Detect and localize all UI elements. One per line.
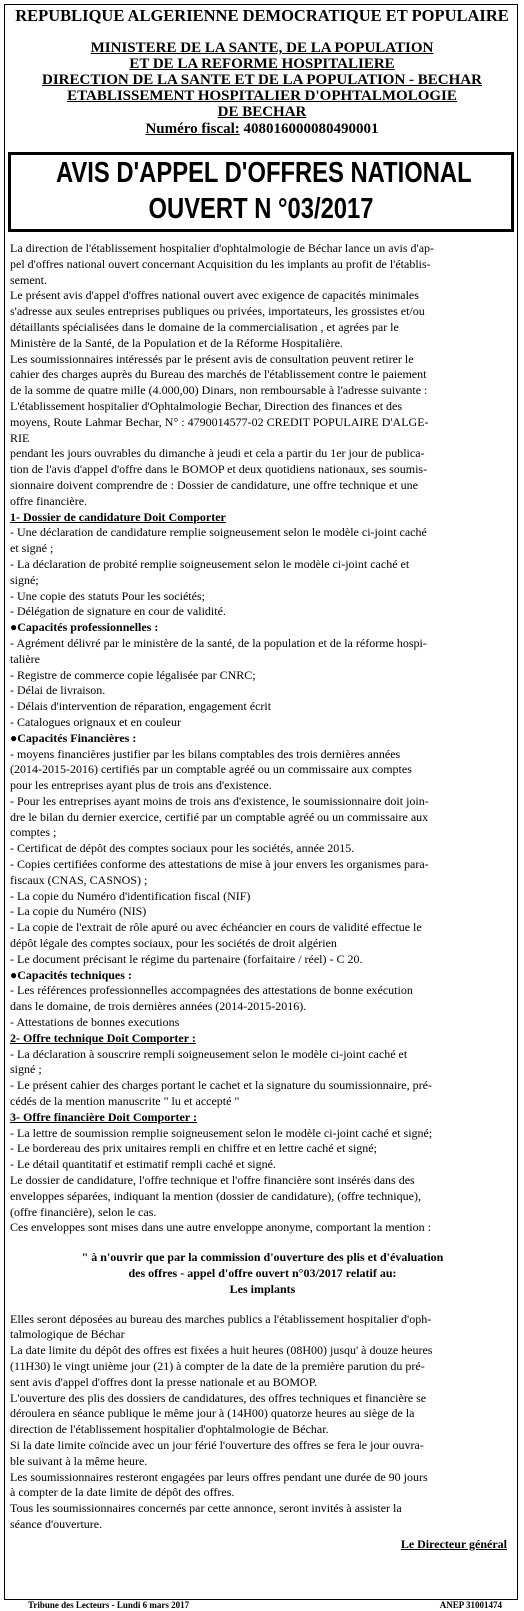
final-paragraphs [10,1312,515,1533]
list-item: dre le bilan du dernier exercice, certifié par un comptable agréé ou un commissaire aux [10,809,429,824]
list-item: - moyens financières justifier par les bilans comptables des trois dernières années [10,746,401,761]
list-item: dans le domaine, de trois dernières années (2014-2015-2016). [10,999,307,1014]
body-line: séance d'ouverture. [10,1516,103,1531]
list-item: dépôt légale des comptes sociaux, pour les sociétés de droit algérien [10,936,337,951]
list-item: - La lettre de soumission remplie soigneusement selon le modèle ci-joint caché et signé; [10,1125,433,1140]
list-item: talière [10,651,40,666]
list-item: - La déclaration à souscrire rempli soigneusement selon le modèle ci-joint caché et [10,1046,408,1061]
cap-tech-list [10,983,515,1030]
page-footer [8,1600,516,1611]
body-line: pendant les jours ouvrables du dimanche à jeudi et cela a partir du 1er jour de publica- [10,446,425,461]
list-item: - Attestations de bonnes executions [10,1015,180,1030]
body-line: Ministère de la Santé, de la Population et de la Réforme Hospitalière. [10,335,343,350]
list-item: - Le document précisant le régime du partenaire (forfaitaire / réel) - C 20. [10,951,363,966]
notice-title-line2: OUVERT N °03/2017 [148,193,374,225]
fiscal-label: Numéro fiscal: [145,121,240,137]
list-item: - Une copie des statuts Pour les sociétés; [10,588,205,603]
section-1-list [10,525,515,620]
cap-pro-list [10,636,515,731]
body-line: L'établissement hospitalier d'Ophtalmologie Bechar, Direction des finances et des [10,398,403,413]
list-item: comptes ; [10,825,57,840]
body-line: sionnaire doivent comprendre de : Dossier de candidature, une offre technique et une [10,477,418,492]
intro-paragraphs [10,241,515,510]
direction-line: DIRECTION DE LA SANTE ET DE LA POPULATION - BECHAR [42,72,482,88]
body-line: Elles seront déposées au bureau des marches publics a l'établissement hospitalier d'oph- [10,1311,432,1326]
body-line: Si la date limite coïncide avec un jour férié l'ouverture des offres se fera le jour ouvra- [10,1437,424,1452]
mention-line: Les implants [229,1281,296,1296]
list-item: (offre financière), selon le cas. [10,1204,157,1219]
list-item: Ces enveloppes sont mises dans une autre enveloppe anonyme, comportant la mention : [10,1220,431,1235]
envelope-mention [10,1250,515,1297]
section-3-title: 3- Offre financière Doit Comporter : [10,1109,197,1124]
list-item: - Délégation de signature en cour de validité. [10,604,226,619]
notice-title [8,152,514,232]
list-item: signé ; [10,1062,42,1077]
body-line: Tous les soumissionnaires concernés par cette annonce, seront invités à assister la [10,1501,402,1516]
notice-body [10,241,515,1553]
section-2-list [10,1047,515,1110]
list-item: - Copies certifiées conforme des attestations de mise à jour envers les organismes para- [10,857,429,872]
list-item: - La copie du Numéro d'identification fiscal (NIF) [10,888,251,903]
ministry-line: ET DE LA REFORME HOSPITALIERE [129,56,395,72]
body-line: détaillants spécialisées dans le domaine de la commercialisation , et agrées par le [10,319,399,334]
list-item: - La copie du Numéro (NIS) [10,904,147,919]
list-item: (2014-2015-2016) certifiés par un comptable agréé ou un commissaire aux comptes [10,762,412,777]
list-item: - Délai de livraison. [10,683,106,698]
body-line: Le présent avis d'appel d'offres national ouvert avec exigence de capacités minimales [10,288,419,303]
list-item: pour les entreprises ayant plus de trois ans d'existence. [10,778,272,793]
body-line: RIE [10,430,30,445]
body-line: La date limite du dépôt des offres est fixées a huit heures (08H00) jusqu' à douze heures [10,1343,433,1358]
list-item: - La copie de l'extrait de rôle apuré ou avec échéancier en cours de validité effectue le [10,920,422,935]
body-line: cahier des charges auprès du Bureau des marchés de l'établissement contre le paiement [10,367,427,382]
ministry-line: MINISTERE DE LA SANTE, DE LA POPULATION [90,40,434,56]
list-item: enveloppes séparées, indiquant la mention (dossier de candidature), (offre technique), [10,1188,421,1203]
list-item: - Une déclaration de candidature remplie soigneusement selon le modèle ci-joint caché [10,525,427,540]
establishment-line: ETABLISSEMENT HOSPITALIER D'OPHTALMOLOGIE [67,88,457,104]
establishment-line: DE BECHAR [217,104,307,120]
list-item: - Le détail quantitatif et estimatif rempli caché et signé. [10,1157,276,1172]
body-line: de la somme de quatre mille (4.000,00) Dinars, non remboursable à l'adresse suivante : [10,383,428,398]
fiscal-value: 408016000080490001 [239,121,379,137]
body-line: à compter de la date limite de dépôt des offres. [10,1485,235,1500]
list-item: - Le présent cahier des charges portant le cachet et la signature du soumissionnaire, pré- [10,1078,432,1093]
cap-fin-list [10,747,515,968]
list-item: Le dossier de candidature, l'offre technique et l'offre financière sont insérés dans des [10,1173,415,1188]
body-line: L'ouverture des plis des dossiers de candidatures, des offres techniques et financière se [10,1390,427,1405]
list-item: - Délais d'intervention de réparation, engagement écrit [10,699,272,714]
body-line: sent avis d'appel d'offres dont la presse nationale et au BOMOP. [10,1374,318,1389]
mention-line: " à n'ouvrir que par la commission d'ouverture des plis et d'évaluation [81,1250,444,1265]
list-item: cédés de la mention manuscrite " lu et accepté " [10,1094,240,1109]
body-line: moyens, Route Lahmar Bechar, N° : 4790014577-02 CREDIT POPULAIRE D'ALGE- [10,414,429,429]
signature: Le Directeur général [400,1536,507,1551]
cap-pro-title: ●Capacités professionnelles : [10,620,159,635]
body-line: offre financière. [10,493,88,508]
list-item: - Certificat de dépôt des comptes sociaux pour les sociétés, année 2015. [10,841,355,856]
list-item: et signé ; [10,541,54,556]
body-line: tion de l'avis d'appel d'offre dans le BOMOP et deux quotidiens nationaux, ses soumis- [10,462,428,477]
list-item: - Agrément délivré par le ministère de la santé, de la population et de la réforme hospi- [10,635,427,650]
list-item: - Le bordereau des prix unitaires rempli en chiffre et en lettre caché et signé; [10,1141,377,1156]
list-item: - La déclaration de probité remplie soigneusement selon le modèle ci-joint caché et [10,556,410,571]
mention-line: des offres - appel d'offre ouvert n°03/2017 relatif au: [128,1266,397,1280]
list-item: - Catalogues orignaux et en couleur [10,714,181,729]
footer-publication: Tribune des Lecteurs - Lundi 6 mars 2017 [28,1600,190,1610]
body-line: pel d'offres national ouvert concernant Acquisition du les implants au profit de l'établis- [10,256,431,271]
spacer [10,1236,515,1250]
body-line: déroulera en séance publique le même jour à (14H00) quatorze heures au siège de la [10,1406,415,1421]
fiscal-number [0,121,524,138]
body-line: talmologique de Béchar [10,1327,125,1342]
body-line: Les soumissionnaires resteront engagées par leurs offres pendant une durée de 90 jours [10,1469,428,1484]
list-item: fiscaux (CNAS, CASNOS) ; [10,872,148,887]
cap-tech-title: ●Capacités techniques : [10,967,132,982]
section-1-title: 1- Dossier de candidature Doit Comporter [10,509,226,524]
notice-title-line1: AVIS D'APPEL D'OFFRES NATIONAL [56,157,472,189]
list-item: - Les références professionnelles accompagnées des attestations de bonne exécution [10,983,413,998]
cap-fin-title: ●Capacités Financières : [10,730,137,745]
body-line: ble suivant à la même heure. [10,1453,148,1468]
list-item: - Registre de commerce copie légalisée par CNRC; [10,667,256,682]
body-line: sement. [10,272,47,287]
section-2-title: 2- Offre technique Doit Comporter : [10,1030,196,1045]
republic-heading: REPUBLIQUE ALGERIENNE DEMOCRATIQUE ET POPULAIRE [15,6,509,25]
footer-reference: ANEP 31001474 [439,1600,502,1610]
body-line: (11H30) le vingt unième jour (21) à compter de la date de la première parution du pré- [10,1358,425,1373]
list-item: signé; [10,572,39,587]
list-item: - Pour les entreprises ayant moins de trois ans d'existence, le soumissionnaire doit join- [10,793,429,808]
body-line: s'adresse aux seules entreprises publiques ou privées, importateurs, les grossistes et/ou [10,304,425,319]
spacer [10,1298,515,1312]
body-line: direction de l'établissement hospitalier d'ophtalmologie de Béchar. [10,1422,329,1437]
section-3-list [10,1126,515,1237]
body-line: La direction de l'établissement hospitalier d'ophtalmologie de Béchar lance un avis d'ap- [10,241,435,255]
body-line: Les soumissionnaires intéressés par le présent avis de consultation peuvent retirer le [10,351,414,366]
